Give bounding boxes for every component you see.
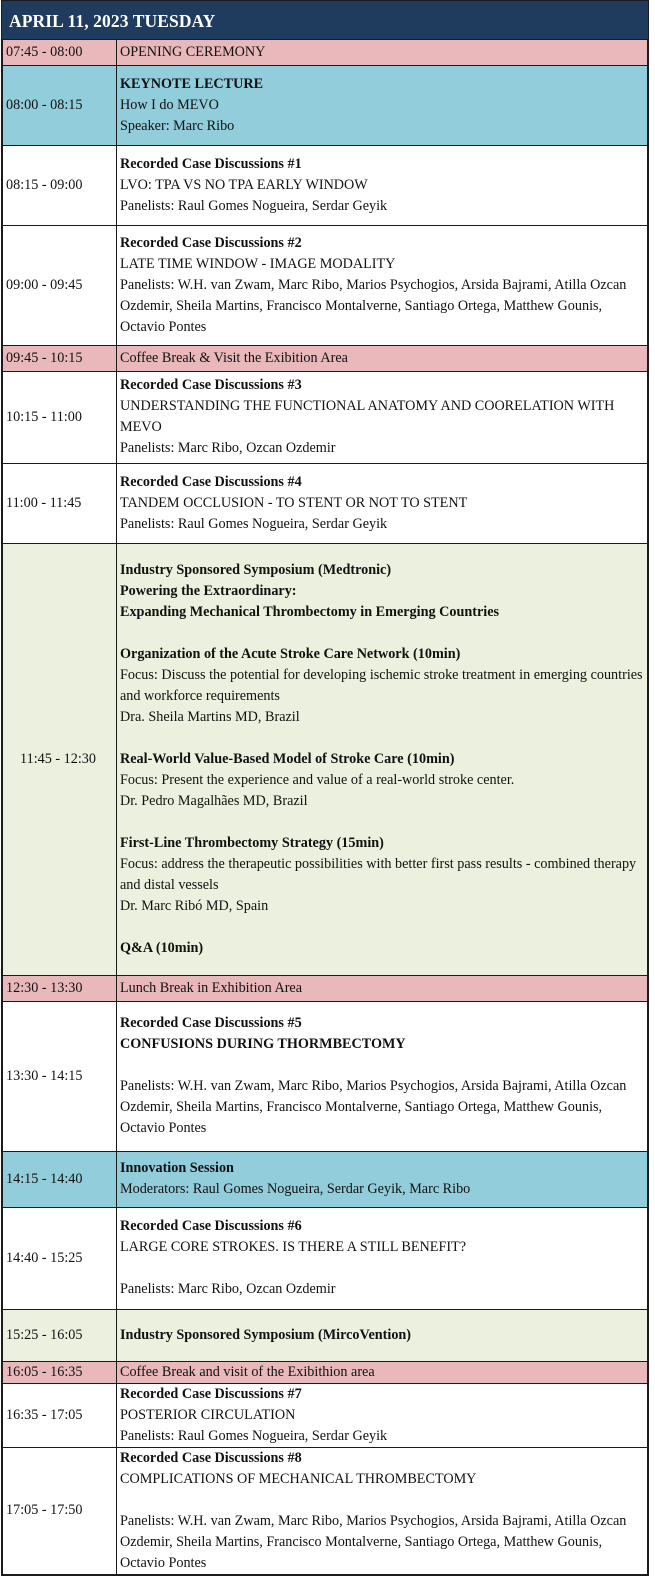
session-title: Recorded Case Discussions #7 — [120, 1385, 302, 1402]
session-row-case-2 — [3, 225, 648, 345]
session-time: 14:40 - 15:25 — [3, 1207, 117, 1309]
session-content — [117, 1207, 648, 1309]
session-title: Coffee Break & Visit the Exibition Area — [117, 345, 648, 371]
session-time: 08:15 - 09:00 — [3, 145, 117, 225]
talk-focus: Focus: Discuss the potential for developing ischemic stroke treatment in emerging countries and workforce requirements — [120, 666, 643, 704]
session-time: 11:00 - 11:45 — [3, 463, 117, 543]
day-header: APRIL 11, 2023 TUESDAY — [2, 0, 648, 40]
session-time: 13:30 - 14:15 — [3, 1001, 117, 1151]
session-content — [117, 1001, 648, 1151]
symposium-subtitle: Powering the Extraordinary: — [120, 582, 297, 599]
session-time: 10:15 - 11:00 — [3, 371, 117, 463]
session-time: 09:00 - 09:45 — [3, 225, 117, 345]
session-topic: LARGE CORE STROKES. IS THERE A STILL BENEFIT? — [120, 1239, 467, 1255]
symposium-title: Industry Sponsored Symposium (Medtronic) — [120, 561, 392, 578]
session-time: 08:00 - 08:15 — [3, 65, 117, 145]
talk-title: Real-World Value-Based Model of Stroke Care (10min) — [120, 750, 455, 767]
session-topic: How I do MEVO — [120, 96, 219, 113]
session-row-case-3 — [3, 371, 648, 463]
session-time: 09:45 - 10:15 — [3, 345, 117, 371]
session-row-case-7 — [3, 1383, 648, 1447]
symposium-subtitle: Expanding Mechanical Thrombectomy in Emerging Countries — [120, 603, 500, 620]
talk-focus: Focus: address the therapeutic possibilities with better first pass results - combined therapy and distal vessels — [120, 855, 637, 893]
session-title: Innovation Session — [120, 1160, 234, 1176]
session-panelists: Panelists: Raul Gomes Nogueira, Serdar Geyik — [120, 197, 388, 214]
qa-label: Q&A (10min) — [120, 939, 204, 956]
session-topic: LATE TIME WINDOW - IMAGE MODALITY — [120, 255, 396, 272]
session-time: 16:05 - 16:35 — [3, 1361, 117, 1383]
talk-title: First-Line Thrombectomy Strategy (15min) — [120, 834, 384, 851]
session-time: 12:30 - 13:30 — [3, 975, 117, 1001]
session-speaker: Speaker: Marc Ribo — [120, 117, 235, 134]
session-row-case-6 — [3, 1207, 648, 1309]
talk-title: Organization of the Acute Stroke Care Network (10min) — [120, 645, 461, 662]
session-panelists: Panelists: Raul Gomes Nogueira, Serdar Geyik — [120, 1427, 388, 1444]
session-time: 17:05 - 17:50 — [3, 1447, 117, 1574]
session-time: 11:45 - 12:30 — [3, 543, 117, 975]
session-row-coffee-break-2 — [3, 1361, 648, 1383]
session-time: 15:25 - 16:05 — [3, 1309, 117, 1361]
session-row-microvention-symposium — [3, 1309, 648, 1361]
session-panelists: Panelists: W.H. van Zwam, Marc Ribo, Marios Psychogios, Arsida Bajrami, Atilla Ozcan Ozdemir, Sheila Martins, Francisco Montalverne, Santiago Ortega, Matthew Gounis, Octavio Pontes — [120, 276, 627, 335]
session-row-case-1 — [3, 145, 648, 225]
session-row-case-5 — [3, 1001, 648, 1151]
session-title: KEYNOTE LECTURE — [120, 75, 264, 92]
session-row-case-8 — [3, 1447, 648, 1574]
session-topic: UNDERSTANDING THE FUNCTIONAL ANATOMY AND COORELATION WITH MEVO — [120, 398, 615, 435]
session-content — [117, 1151, 648, 1207]
session-content — [117, 371, 648, 463]
session-title: OPENING CEREMONY — [117, 40, 648, 65]
session-panelists: Panelists: W.H. van Zwam, Marc Ribo, Marios Psychogios, Arsida Bajrami, Atilla Ozcan Ozdemir, Sheila Martins, Francisco Montalverne, Santiago Ortega, Matthew Gounis, Octavio Pontes — [120, 1512, 627, 1571]
session-title: Industry Sponsored Symposium (MircoVention) — [117, 1309, 648, 1361]
talk-speaker: Dr. Marc Ribó MD, Spain — [120, 897, 269, 914]
session-title: Lunch Break in Exhibition Area — [117, 975, 648, 1001]
session-topic: CONFUSIONS DURING THORMBECTOMY — [120, 1036, 406, 1052]
session-row-medtronic-symposium — [3, 543, 648, 975]
session-panelists: Panelists: Raul Gomes Nogueira, Serdar Geyik — [120, 515, 388, 532]
session-content — [117, 145, 648, 225]
session-title: Coffee Break and visit of the Exibithion area — [117, 1361, 648, 1383]
session-time: 16:35 - 17:05 — [3, 1383, 117, 1447]
session-topic: POSTERIOR CIRCULATION — [120, 1406, 296, 1423]
session-time: 14:15 - 14:40 — [3, 1151, 117, 1207]
session-title: Recorded Case Discussions #2 — [120, 234, 302, 251]
session-topic: TANDEM OCCLUSION - TO STENT OR NOT TO STENT — [120, 494, 468, 511]
session-content — [117, 225, 648, 345]
talk-speaker: Dra. Sheila Martins MD, Brazil — [120, 708, 300, 725]
session-moderators: Moderators: Raul Gomes Nogueira, Serdar Geyik, Marc Ribo — [120, 1181, 471, 1197]
session-row-opening — [3, 40, 648, 65]
session-content — [117, 65, 648, 145]
session-content — [117, 1383, 648, 1447]
session-row-case-4 — [3, 463, 648, 543]
session-panelists: Panelists: W.H. van Zwam, Marc Ribo, Marios Psychogios, Arsida Bajrami, Atilla Ozcan Ozdemir, Sheila Martins, Francisco Montalverne, Santiago Ortega, Matthew Gounis, Octavio Pontes — [120, 1078, 627, 1136]
session-title: Recorded Case Discussions #8 — [120, 1449, 302, 1466]
session-panelists: Panelists: Marc Ribo, Ozcan Ozdemir — [120, 440, 336, 456]
session-title: Recorded Case Discussions #6 — [120, 1218, 302, 1234]
session-content — [117, 543, 648, 975]
talk-focus: Focus: Present the experience and value of a real-world stroke center. — [120, 771, 515, 788]
schedule-sheet — [1, 0, 649, 1576]
session-row-coffee-break — [3, 345, 648, 371]
session-row-keynote — [3, 65, 648, 145]
session-row-lunch-break — [3, 975, 648, 1001]
session-content — [117, 1447, 648, 1574]
session-panelists: Panelists: Marc Ribo, Ozcan Ozdemir — [120, 1281, 336, 1297]
session-time: 07:45 - 08:00 — [3, 40, 117, 65]
session-topic: LVO: TPA VS NO TPA EARLY WINDOW — [120, 176, 368, 193]
session-title: Recorded Case Discussions #1 — [120, 155, 302, 172]
session-topic: COMPLICATIONS OF MECHANICAL THROMBECTOMY — [120, 1470, 477, 1487]
talk-speaker: Dr. Pedro Magalhães MD, Brazil — [120, 792, 308, 809]
session-title: Recorded Case Discussions #5 — [120, 1015, 302, 1031]
schedule-table — [2, 40, 648, 1575]
session-title: Recorded Case Discussions #4 — [120, 473, 302, 490]
session-title: Recorded Case Discussions #3 — [120, 377, 302, 393]
session-content — [117, 463, 648, 543]
session-row-innovation — [3, 1151, 648, 1207]
